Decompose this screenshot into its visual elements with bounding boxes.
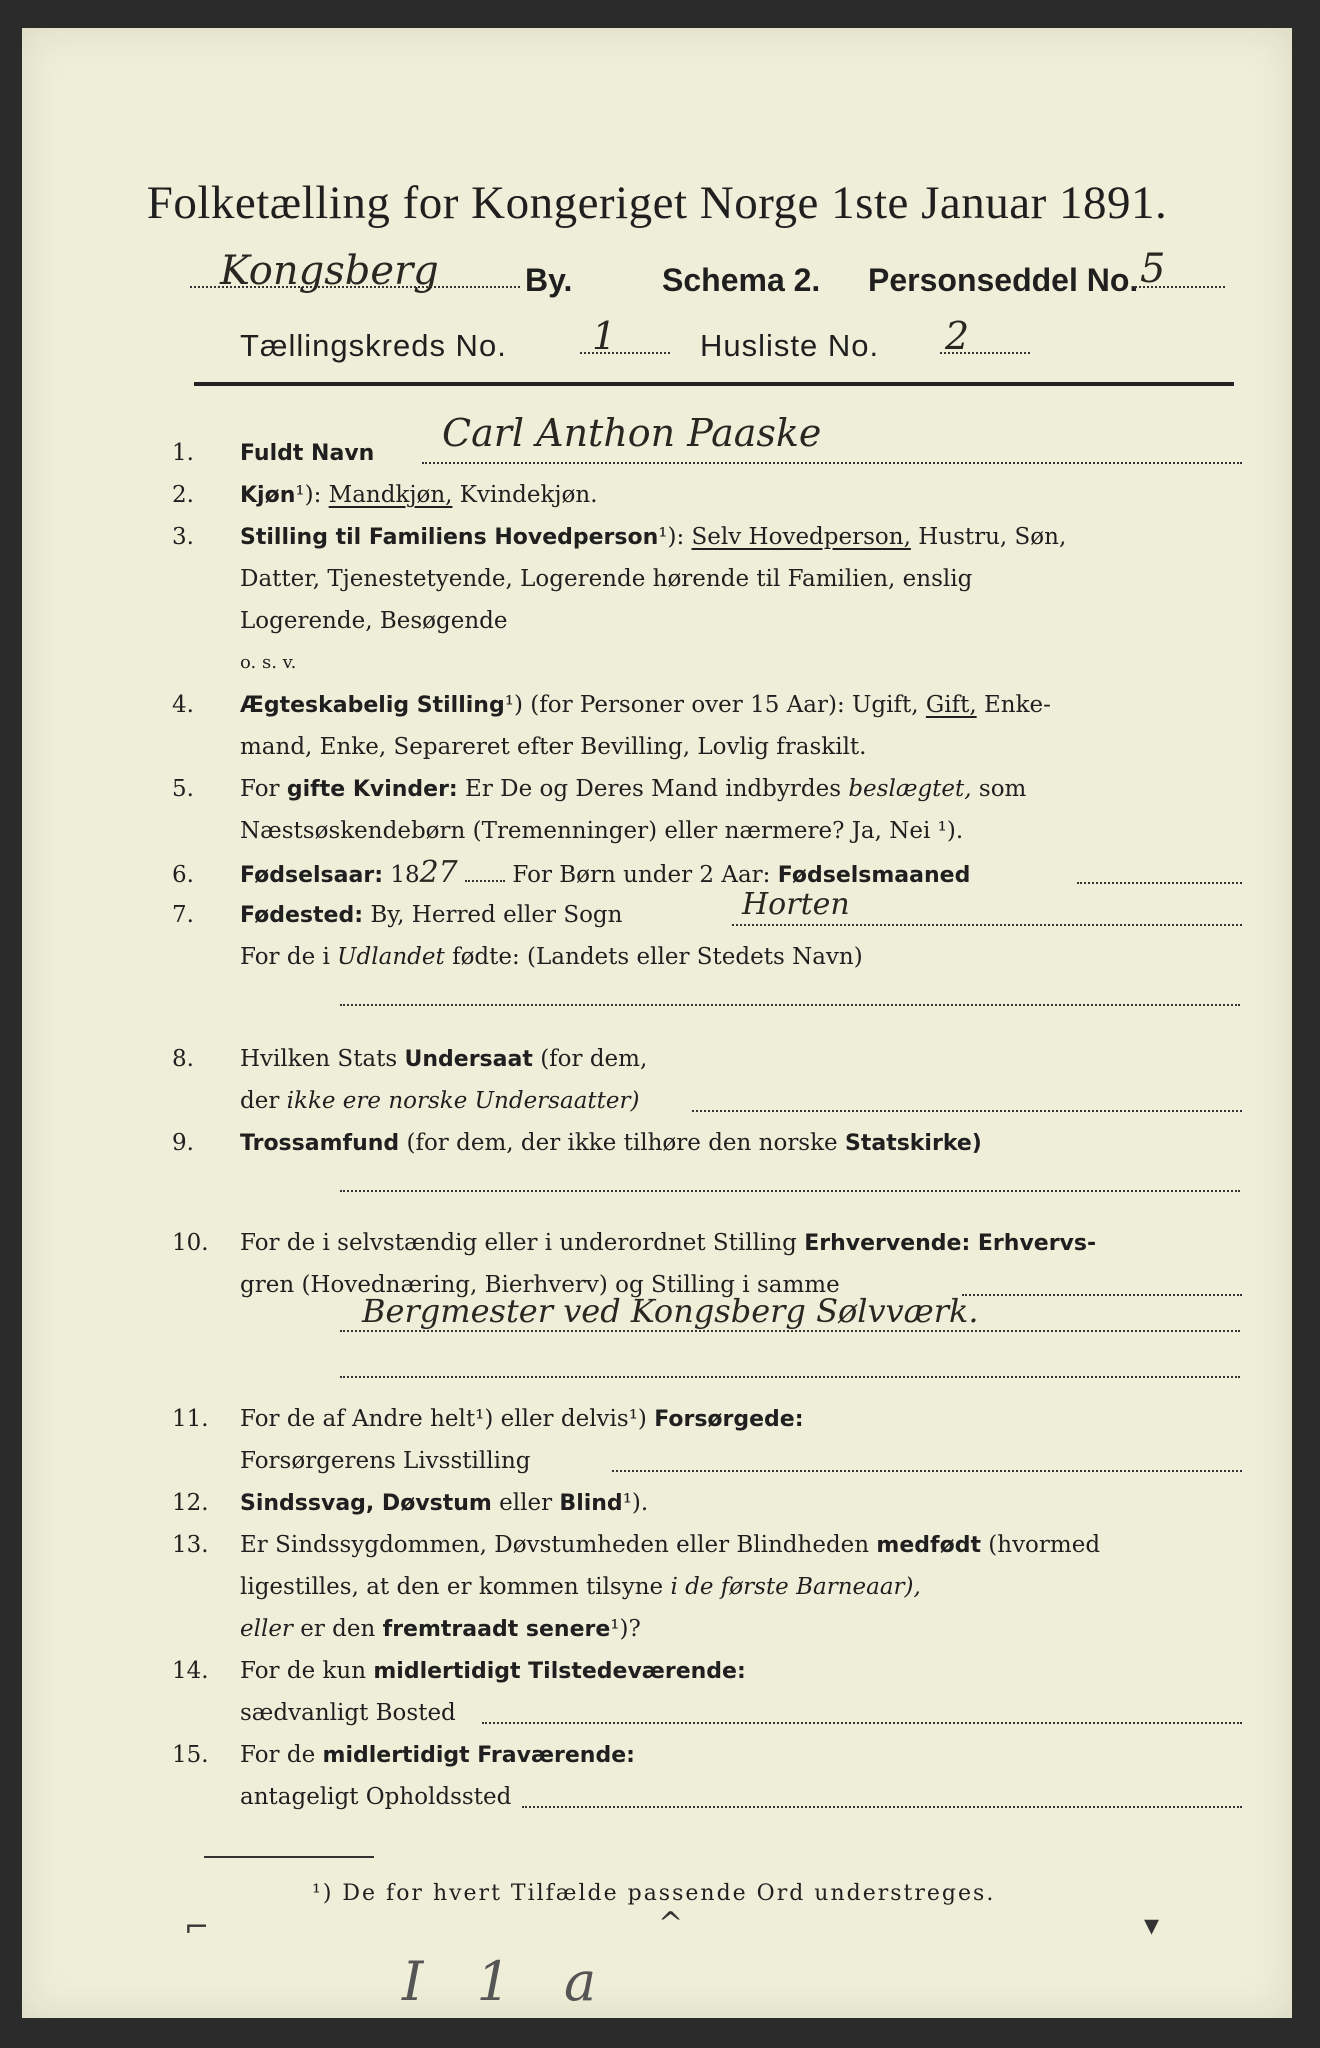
question-4: 4. Ægteskabelig Stilling¹) (for Personer over 15 Aar): Ugift, Gift, Enke-: [172, 692, 1051, 718]
header-line-2: [240, 314, 1140, 368]
question-13: 13. Er Sindssygdommen, Døvstumheden eller Blindheden medfødt (hvormed: [172, 1532, 1101, 1558]
husliste-label: Husliste No.: [700, 328, 880, 363]
header-line-1: [190, 246, 1230, 302]
selected-option: Gift,: [925, 692, 977, 718]
question-14: 14. For de kun midlertidigt Tilstedeværende:: [172, 1658, 746, 1684]
header-rule: [194, 382, 1234, 386]
personseddel-number: 5: [1140, 246, 1166, 292]
registration-mark-left: ⌐: [184, 1910, 210, 1945]
taellingskreds-label: Tællingskreds No.: [240, 328, 507, 363]
answer-birth-year: 27: [419, 855, 458, 890]
question-8: 8. Hvilken Stats Undersaat (for dem,: [172, 1046, 648, 1072]
registration-mark-right: ▾: [1144, 1908, 1160, 1943]
question-11: 11. For de af Andre helt¹) eller delvis¹) Forsørgede:: [172, 1406, 804, 1432]
census-form-page: Folketælling for Kongeriget Norge 1ste Januar 1891. Kongsberg By. Schema 2. Personseddel No. 5 Tællingskreds No. 1 Husliste No. 2 1. Fuldt Navn Carl Anthon Paaske 2. Kjøn¹): Mandkjøn, Kvindekjøn. 3. Stilling til Familiens Hovedperson¹): Selv Hovedperson, Hustru, Søn, Datter, Tjenestetyende, Logerende hørende til Familien, enslig Logerende, Besøgende o. s. v. 4. Ægteskabelig Stilling¹) (for Personer over 15 Aar): Ugift, Gift, Enke- mand, Enke, Separeret efter Bevilling, Lovlig fraskilt. 5. For gifte Kvinder: Er De og Deres Mand indbyrdes beslægtet, som Næstsøskendebørn (Tremenninger) eller nærmere? Ja, Nei ¹). 6. Fødselsaar: 1827 For Børn under 2 Aar: Fødselsmaaned 7. Fødested: By, Herred eller Sogn Horten For de i Udlandet fødte: (Landets eller Stedets Navn) 8. Hvilken Stats Undersaat (for dem, der ikke ere norske Undersaatter) 9. Trossamfund (for dem, der ikke tilhøre den norske Statskirke) 10. For de i selvstændig eller i underordnet Stilling Erhvervende: Erhvervs- gren (Hovednæring, Bierhverv) og Stilling i samme Bergmester ved Kongsberg Sølvværk. 11. For de af Andre helt¹) eller delvis¹) Forsørgede: Forsørgerens Livsstilling 12. Sindssvag, Døvstum eller Blind¹). 13. Er Sindssygdommen, Døvstumheden eller Blindheden medfødt (hvormed ligestilles, at den er kommen tilsyne i de første Barneaar), eller er den fremtraadt senere¹)? 14. For de kun midlertidigt Tilstedeværende: sædvanligt Bosted 15. For de midlertidigt Fraværende: antageligt Opholdssted ¹) De for hvert Tilfælde passende Ord understreges. ⌐ ^ ▾ I 1 a: [22, 28, 1292, 2018]
question-7: 7. Fødested: By, Herred eller Sogn Horten: [172, 900, 1242, 931]
question-1: 1. Fuldt Navn Carl Anthon Paaske: [172, 438, 1242, 469]
answer-occupation: Bergmester ved Kongsberg Sølvværk.: [362, 1292, 979, 1330]
answer-full-name: Carl Anthon Paaske: [442, 411, 822, 455]
answer-birthplace: Horten: [742, 887, 850, 922]
schema-label: Schema 2.: [662, 262, 821, 298]
question-12: 12. Sindssvag, Døvstum eller Blind¹).: [172, 1490, 649, 1516]
question-10: 10. For de i selvstændig eller i underordnet Stilling Erhvervende: Erhvervs-: [172, 1230, 1097, 1256]
by-label: By.: [525, 262, 573, 298]
bottom-handwritten-note: I 1 a: [402, 1950, 615, 2013]
question-2: 2. Kjøn¹): Mandkjøn, Kvindekjøn.: [172, 482, 598, 508]
question-9: 9. Trossamfund (for dem, der ikke tilhøre den norske Statskirke): [172, 1130, 982, 1156]
question-15: 15. For de midlertidigt Fraværende:: [172, 1742, 635, 1768]
town-name: Kongsberg: [220, 248, 439, 294]
husliste-number: 2: [945, 314, 970, 358]
personseddel-label: Personseddel No.: [868, 262, 1139, 298]
form-title: Folketælling for Kongeriget Norge 1ste Januar 1891.: [146, 177, 1168, 229]
footnote-rule: [204, 1856, 374, 1858]
selected-option: Selv Hovedperson,: [691, 524, 911, 550]
taellingskreds-number: 1: [592, 314, 617, 358]
question-5: 5. For gifte Kvinder: Er De og Deres Mand indbyrdes beslægtet, som: [172, 776, 1027, 802]
question-6: 6. Fødselsaar: 1827 For Børn under 2 Aar: Fødselsmaaned: [172, 858, 1242, 891]
footnote: ¹) De for hvert Tilfælde passende Ord understreges.: [312, 1881, 996, 1906]
question-3: 3. Stilling til Familiens Hovedperson¹): Selv Hovedperson, Hustru, Søn,: [172, 524, 1067, 550]
registration-mark-center: ^: [658, 1906, 684, 1941]
selected-option: Mandkjøn,: [328, 482, 453, 508]
